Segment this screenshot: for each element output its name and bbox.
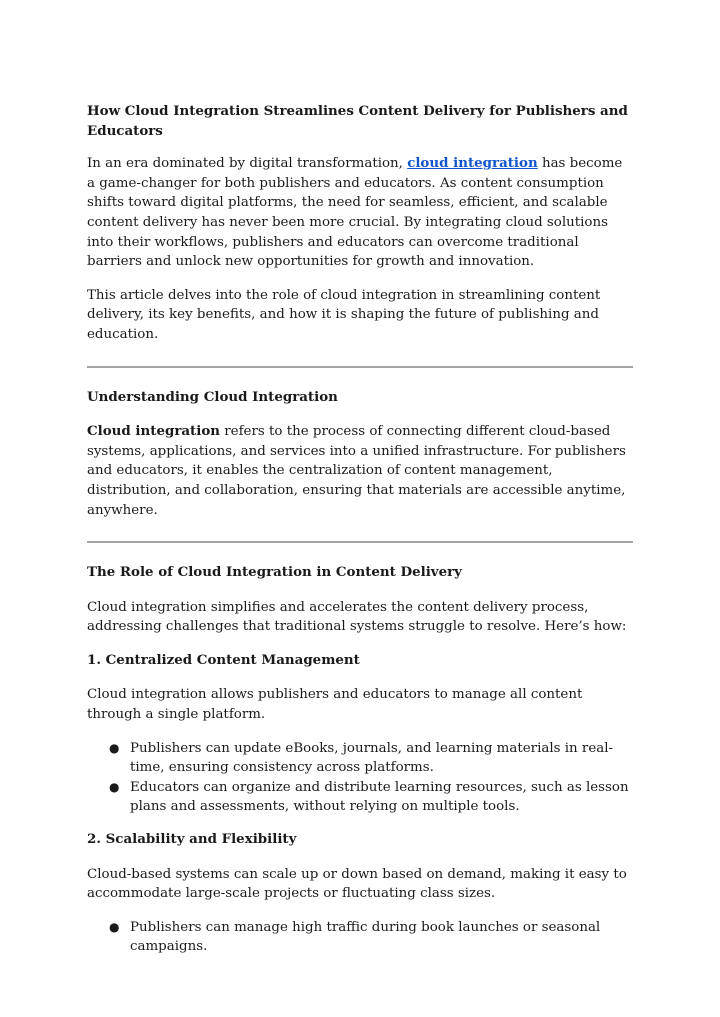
list-item-text: Publishers can manage high traffic during book launches or seasonal campaigns. — [130, 919, 601, 955]
understanding-paragraph — [87, 422, 633, 520]
intro-paragraph-2: This article delves into the role of cloud integration in streamlining content delivery, its key benefits, and how it is shaping the future of publishing and education. — [87, 287, 601, 342]
bullet-icon: ● — [109, 919, 120, 934]
list-item — [87, 918, 633, 957]
scalability-paragraph: Cloud-based systems can scale up or down based on demand, making it easy to accommodate large-scale projects or fluctuating class sizes. — [87, 866, 627, 902]
section-divider — [87, 541, 633, 543]
centralized-bullet-list — [87, 739, 633, 817]
section-heading-role: The Role of Cloud Integration in Content Delivery — [87, 564, 462, 581]
document-page — [87, 102, 633, 970]
intro-text-before-link: In an era dominated by digital transformation, — [87, 156, 408, 172]
bullet-icon: ● — [109, 740, 120, 755]
cloud-integration-link[interactable]: cloud integration — [407, 155, 538, 172]
subheading-scalability: 2. Scalability and Flexibility — [87, 831, 297, 848]
intro-paragraph — [87, 154, 633, 272]
intro-text-after-link: has become a game-changer for both publishers and educators. As content consumption shifts toward digital platforms, the need for seamless, efficient, and scalable content delivery has never been more crucial. By integrating cloud solutions into their workflows, publishers and educators can overcome traditional barriers and unlock new opportunities for growth and innovation. — [87, 156, 623, 270]
role-intro-paragraph: Cloud integration simplifies and accelerates the content delivery process, addressing challenges that traditional systems struggle to resolve. Here’s how: — [87, 599, 627, 635]
document-title: How Cloud Integration Streamlines Content Delivery for Publishers and Educators — [87, 103, 628, 139]
list-item — [87, 739, 633, 778]
section-heading-understanding: Understanding Cloud Integration — [87, 388, 338, 405]
list-item — [87, 778, 633, 817]
understanding-bold-lead: Cloud integration — [87, 423, 220, 440]
subheading-centralized: 1. Centralized Content Management — [87, 651, 360, 668]
list-item-text: Educators can organize and distribute learning resources, such as lesson plans and assessments, without relying on multiple tools. — [130, 779, 629, 815]
centralized-paragraph: Cloud integration allows publishers and educators to manage all content through a single platform. — [87, 687, 583, 723]
list-item-text: Publishers can update eBooks, journals, and learning materials in real-time, ensuring consistency across platforms. — [130, 740, 614, 776]
scalability-bullet-list — [87, 918, 633, 957]
bullet-icon: ● — [109, 779, 120, 794]
understanding-body: refers to the process of connecting different cloud-based systems, applications, and services into a unified infrastructure. For publishers and educators, it enables the centralization of content management, distribution, and collaboration, ensuring that materials are accessible anytime, anywhere. — [87, 424, 626, 518]
section-divider — [87, 366, 633, 368]
